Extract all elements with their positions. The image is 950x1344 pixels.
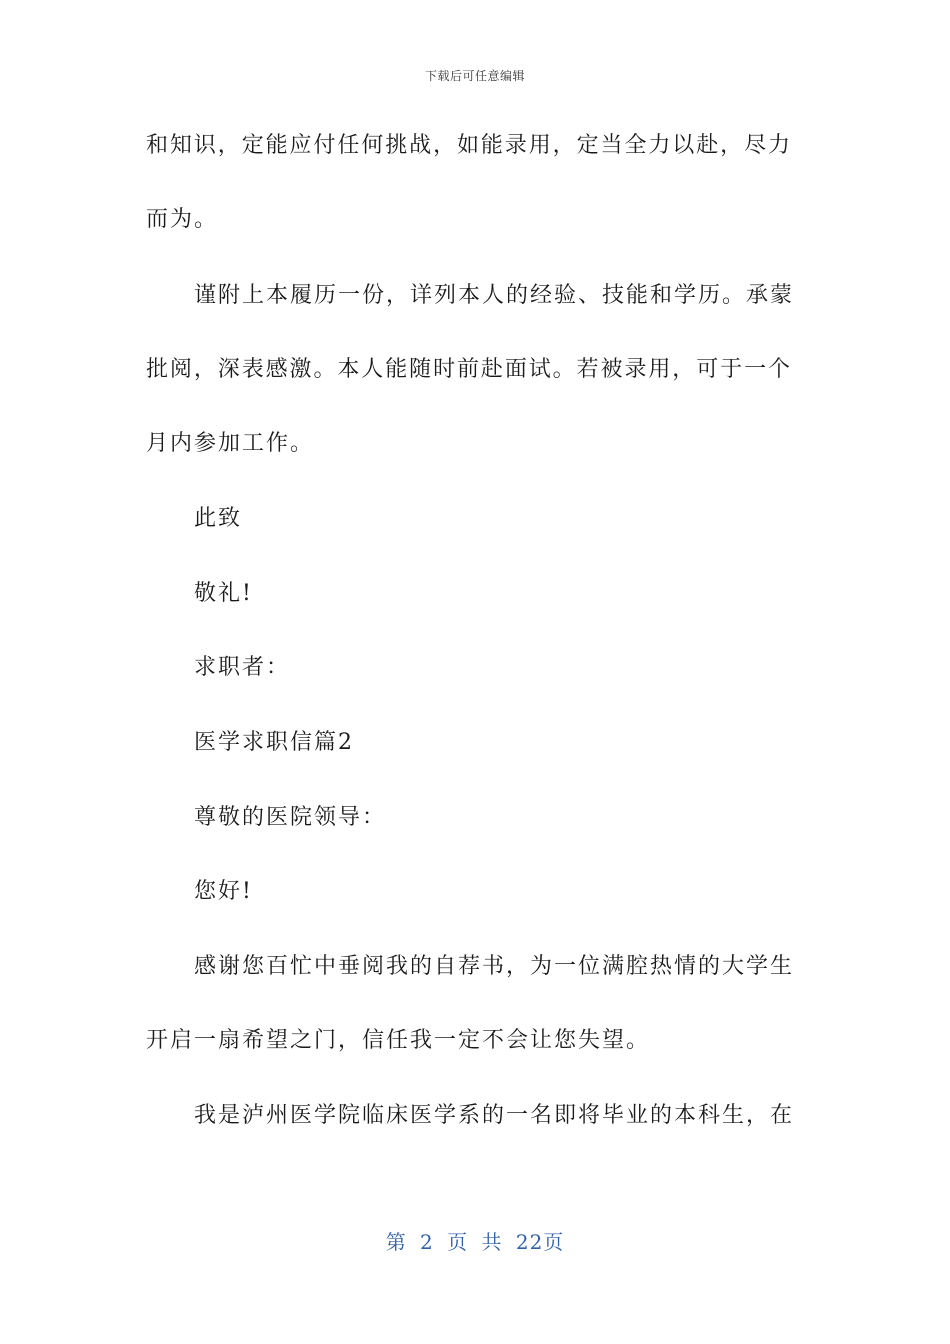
letter-hello: 您好! [194, 879, 253, 904]
body-line-4: 批阅，深表感激。本人能随时前赴面试。若被录用，可于一个 [146, 357, 791, 382]
body-line-12: 感谢您百忙中垂阅我的自荐书，为一位满腔热情的大学生 [194, 954, 795, 979]
body-line-2: 而为。 [146, 207, 219, 232]
body-line-13: 开启一扇希望之门，信任我一定不会让您失望。 [146, 1028, 651, 1053]
body-line-14: 我是泸州医学院临床医学系的一名即将毕业的本科生，在 [194, 1103, 795, 1128]
applicant-signature: 求职者： [194, 655, 291, 680]
body-line-3: 谨附上本履历一份，详列本人的经验、技能和学历。承蒙 [194, 283, 795, 308]
body-line-5: 月内参加工作。 [146, 431, 315, 456]
letter-greeting: 尊敬的医院领导： [194, 805, 387, 830]
closing-salutation: 此致 [194, 506, 243, 531]
page-number-footer: 第 2 页 共 22页 [385, 1230, 565, 1254]
closing-regards: 敬礼! [194, 581, 253, 606]
body-line-1: 和知识，定能应付任何挑战，如能录用，定当全力以赴，尽力 [146, 133, 791, 158]
section-title: 医学求职信篇2 [194, 730, 354, 755]
page-header: 下载后可任意编辑 [424, 69, 525, 83]
